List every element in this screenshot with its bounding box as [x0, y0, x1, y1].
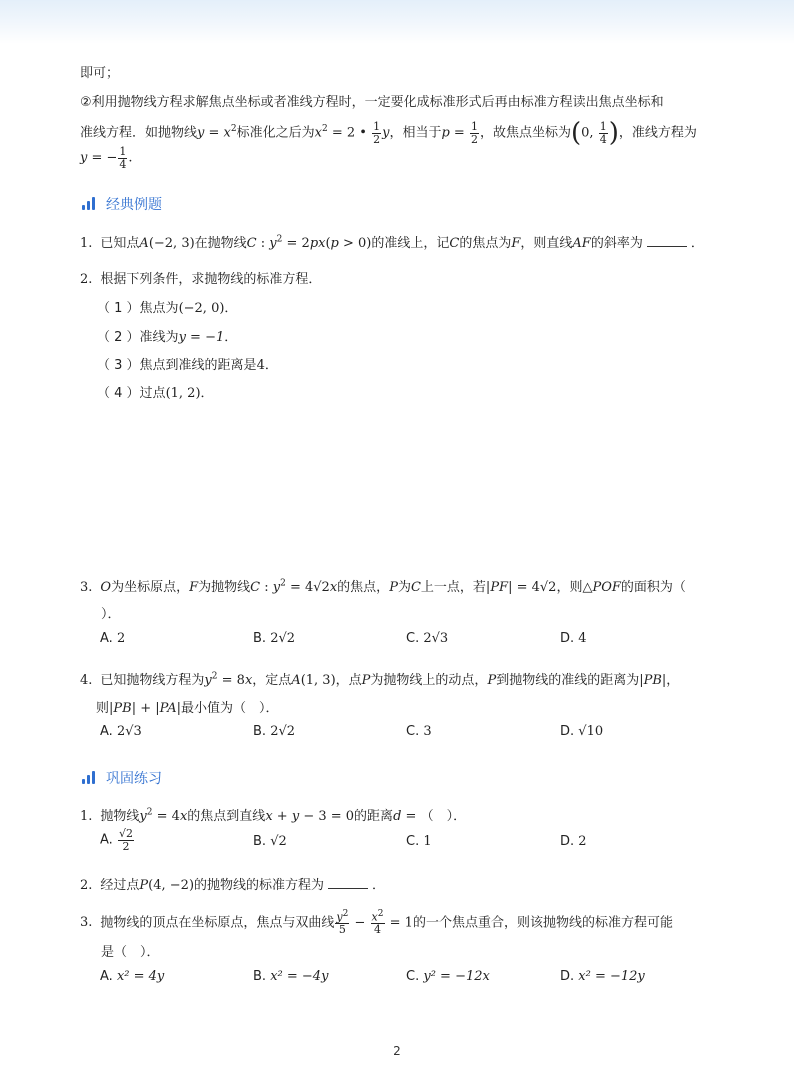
p1-option-a[interactable]: A. $\frac{√2}{2}$	[100, 827, 133, 853]
question-4: 4. 已知抛物线方程为$y^2 = 8x$，定点A(1, 3)，点P为抛物线上的动点，P到抛物线的准线的距离为|PB|，	[80, 671, 680, 688]
q4-option-c[interactable]: C. 3	[406, 724, 432, 739]
q3-option-d[interactable]: D. 4	[560, 631, 587, 646]
q4-option-d[interactable]: D. √10	[560, 724, 604, 739]
q3-option-c[interactable]: C. 2√3	[406, 631, 449, 646]
p3-option-a[interactable]: A. x² = 4y	[100, 969, 165, 984]
q3-option-b[interactable]: B. 2√2	[253, 631, 296, 646]
practice-1: 1. 抛物线$y^2 = 4x$的焦点到直线x + y − 3 = 0的距离d = （ ）．	[80, 807, 467, 824]
fraction: $\frac{1}{4}$	[599, 119, 607, 146]
question-4-line-2: 则|PB| + |PA|最小值为（ ）．	[96, 701, 279, 716]
fraction: $\frac{1}{2}$	[470, 119, 478, 146]
section-title-classic-examples: 经典例题	[82, 194, 162, 214]
fraction: $\frac{1}{4}$	[119, 145, 127, 171]
intro-line-2: 准线方程．如抛物线$y = x^2$标准化之后为$x^2 = 2$ • $\frac{1}{2}$ y，相当于p = $\frac{1}{2}$ ，故焦点坐标为(0, $\frac{1}{4}$ )，准线方程为	[80, 118, 697, 148]
header-band	[0, 0, 794, 44]
practice-3-line-2: 是（ ）．	[101, 945, 160, 960]
q4-option-b[interactable]: B. 2√2	[253, 724, 296, 739]
intro-line-3: y = − $\frac{1}{4}$ .	[80, 145, 133, 171]
p1-option-b[interactable]: B. √2	[253, 834, 287, 849]
practice-3: 3. 抛物线的顶点在坐标原点，焦点与双曲线 $\frac{y^2}{5}$ − $\frac{x^2}{4}$ = 1的一个焦点重合，则该抛物线的标准方程可能	[80, 909, 673, 937]
question-2: 2. 根据下列条件，求抛物线的标准方程．	[80, 272, 322, 287]
question-2-item-2: （ 2 ）准线为y = −1．	[97, 330, 238, 345]
q3-option-a[interactable]: A. 2	[100, 631, 126, 646]
p3-option-d[interactable]: D. x² = −12y	[560, 969, 645, 984]
p1-option-c[interactable]: C. 1	[406, 834, 432, 849]
q4-option-a[interactable]: A. 2√3	[100, 724, 142, 739]
p3-option-c[interactable]: C. y² = −12x	[406, 969, 490, 984]
question-3: 3. O为坐标原点，F为抛物线C : $y^2 = 4√2x$的焦点，P为C上一点，若|PF| = 4√2，则△POF的面积为（	[80, 578, 686, 595]
intro-line-0: 即可；	[80, 66, 120, 81]
bar-chart-icon	[82, 772, 98, 784]
practice-2: 2. 经过点P(4, −2)的抛物线的标准方程为 ．	[80, 878, 386, 893]
page-number: 2	[393, 1044, 401, 1058]
question-3-line-2: ）．	[101, 607, 121, 622]
answer-blank[interactable]	[647, 236, 687, 247]
question-2-item-1: （ 1 ）焦点为(−2, 0)．	[97, 301, 238, 316]
p1-option-d[interactable]: D. 2	[560, 834, 587, 849]
p3-option-b[interactable]: B. x² = −4y	[253, 969, 329, 984]
question-2-item-4: （ 4 ）过点(1, 2)．	[97, 386, 214, 401]
intro-line-1: ②利用抛物线方程求解焦点坐标或者准线方程时，一定要化成标准形式后再由标准方程读出焦点坐标和	[80, 95, 664, 110]
section-title-practice: 巩固练习	[82, 768, 162, 788]
question-2-item-3: （ 3 ）焦点到准线的距离是4．	[97, 358, 278, 373]
bar-chart-icon	[82, 198, 98, 210]
fraction: $\frac{1}{2}$	[373, 119, 381, 146]
question-1: 1. 已知点A(−2, 3)在抛物线C : $y^2 = 2px(p > 0)$的准线上，记C的焦点为F，则直线AF的斜率为 ．	[80, 234, 704, 251]
answer-blank[interactable]	[328, 878, 368, 889]
